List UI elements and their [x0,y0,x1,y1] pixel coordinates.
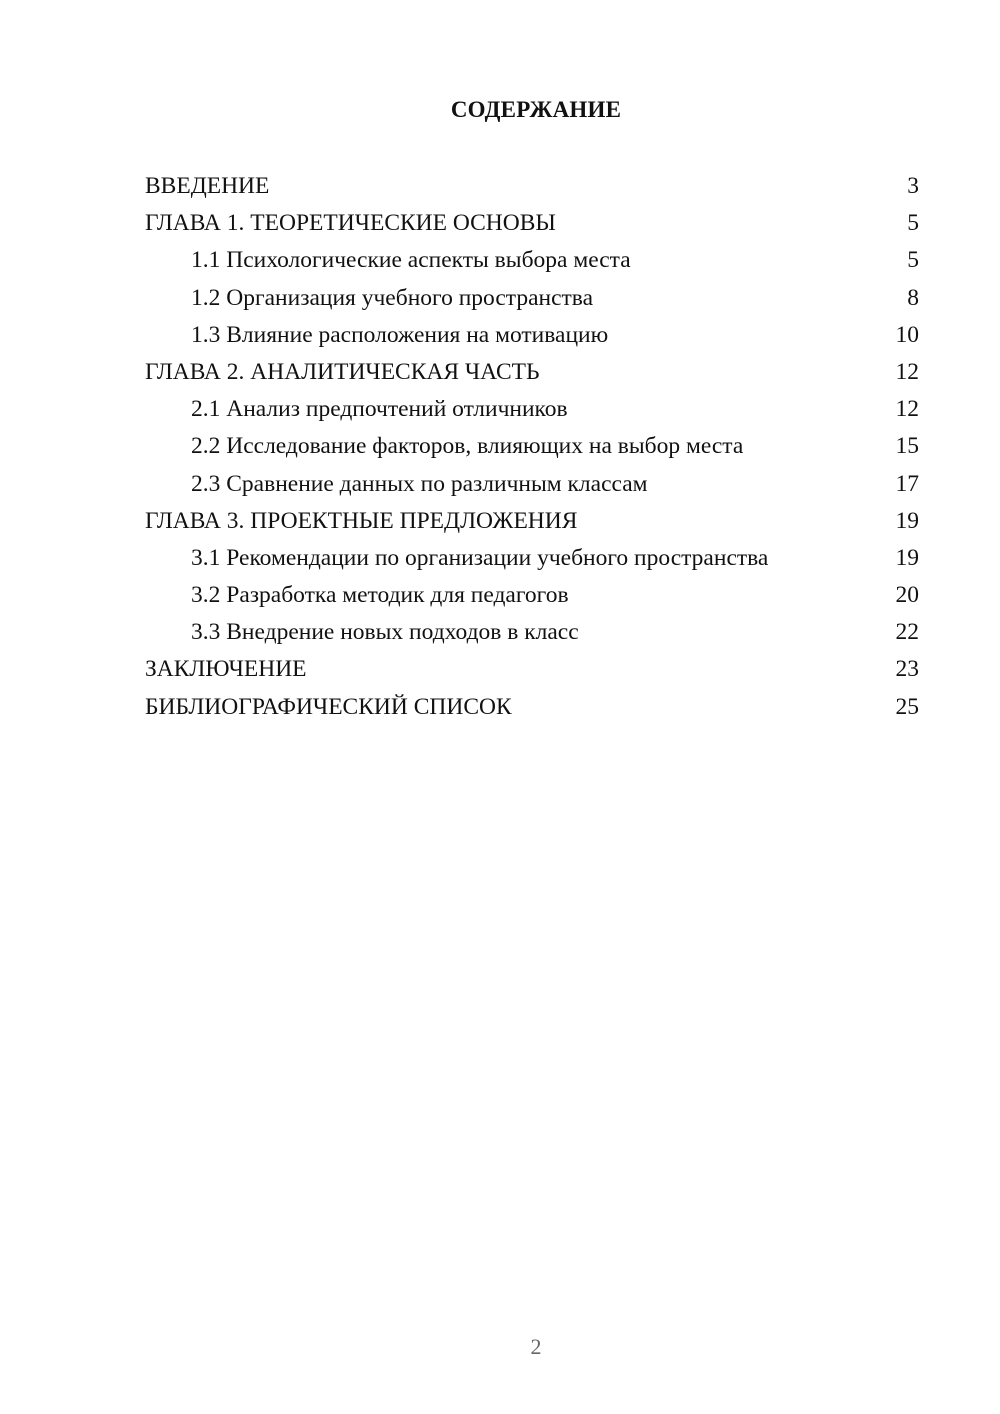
toc-entry-page: 23 [895,656,919,683]
toc-entry-label: 1.2 Организация учебного пространства [191,284,594,311]
toc-entry-label: 2.3 Сравнение данных по различным классам [191,470,648,497]
toc-entry-page: 3 [907,173,919,199]
toc-entry-section-1-1 [145,242,919,279]
toc-entry-page: 5 [907,247,919,274]
toc-entry-label: ГЛАВА 1. ТЕОРЕТИЧЕСКИЕ ОСНОВЫ [145,210,556,237]
toc-entry-label: ВВЕДЕНИЕ [145,173,270,199]
toc-entry-section-3-3 [145,614,919,651]
page-title: СОДЕРЖАНИЕ [450,97,622,122]
toc-entry-page: 25 [895,693,919,720]
toc-entry-page: 19 [895,544,919,571]
toc-entry-page: 5 [907,210,919,237]
toc-entry-chapter-1 [145,205,919,242]
toc-entry-page: 17 [895,470,919,497]
toc-entry-page: 12 [895,358,919,385]
toc-entry-label: 1.1 Психологические аспекты выбора места [191,247,631,274]
toc-entry-label: 3.2 Разработка методик для педагогов [191,582,569,609]
toc-entry-page: 12 [895,396,919,423]
toc-entry-page: 8 [907,284,919,311]
toc-entry-label: 3.3 Внедрение новых подходов в класс [191,619,579,646]
toc-entry-page: 19 [895,507,919,534]
toc-entry-chapter-3 [145,503,919,540]
toc-entry-conclusion [145,651,919,688]
toc-entry-section-2-3 [145,466,919,503]
toc-entry-label: ЗАКЛЮЧЕНИЕ [145,656,307,683]
toc-entry-label: БИБЛИОГРАФИЧЕСКИЙ СПИСОК [145,693,512,720]
toc-entry-page: 20 [895,582,919,609]
toc-entry-label: 2.2 Исследование факторов, влияющих на выбор места [191,433,744,460]
table-of-contents [145,168,919,726]
toc-entry-section-3-1 [145,540,919,577]
toc-entry-page: 15 [895,433,919,460]
toc-entry-page: 22 [895,619,919,646]
toc-entry-bibliography [145,689,919,726]
toc-entry-section-1-3 [145,317,919,354]
toc-entry-label: 1.3 Влияние расположения на мотивацию [191,321,609,348]
page-number: 2 [530,1334,542,1359]
toc-entry-label: ГЛАВА 3. ПРОЕКТНЫЕ ПРЕДЛОЖЕНИЯ [145,507,578,534]
toc-entry-label: 3.1 Рекомендации по организации учебного пространства [191,544,769,571]
toc-entry-section-3-2 [145,577,919,614]
toc-entry-section-2-1 [145,391,919,428]
toc-entry-introduction [145,168,919,205]
toc-entry-chapter-2 [145,354,919,391]
toc-entry-section-1-2 [145,280,919,317]
toc-entry-label: 2.1 Анализ предпочтений отличников [191,396,568,423]
toc-entry-page: 10 [895,321,919,348]
toc-entry-label: ГЛАВА 2. АНАЛИТИЧЕСКАЯ ЧАСТЬ [145,358,540,385]
toc-entry-section-2-2 [145,428,919,465]
